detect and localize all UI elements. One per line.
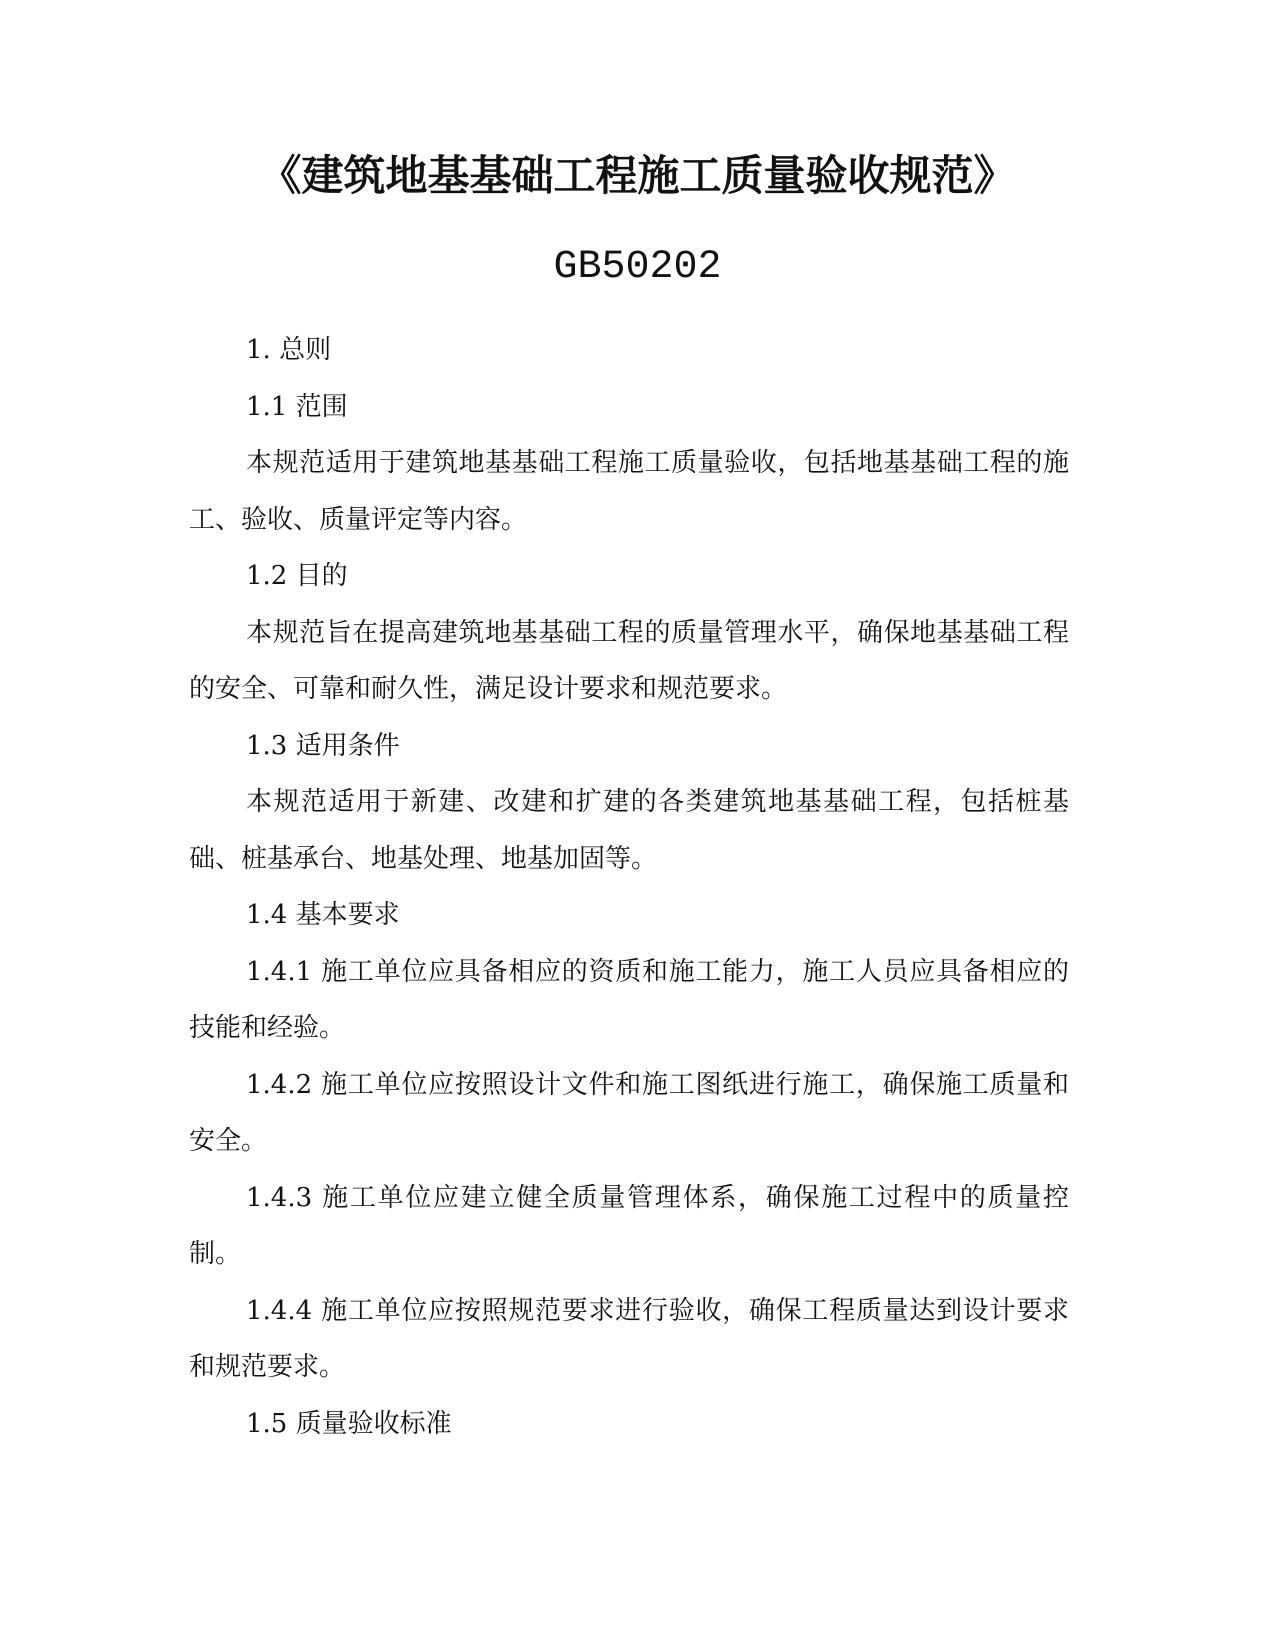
document-body: [189, 322, 1069, 1452]
section-heading-1-2: 1.2 目的: [246, 561, 348, 591]
paragraph-conditions: 本规范适用于新建、改建和扩建的各类建筑地基基础工程，包括桩基础、桩基承台、地基处理、地基加固等。: [189, 787, 1069, 874]
clause-1-4-2: 1.4.2 施工单位应按照设计文件和施工图纸进行施工，确保施工质量和安全。: [189, 1069, 1069, 1156]
section-heading-1-1: 1.1 范围: [246, 391, 348, 422]
document-title: 《建筑地基基础工程施工质量验收规范》: [259, 151, 1016, 200]
section-heading-1-4: 1.4 基本要求: [246, 900, 400, 930]
section-heading-1-3: 1.3 适用条件: [246, 730, 400, 761]
section-heading-1-5: 1.5 质量验收标准: [246, 1408, 452, 1439]
paragraph-purpose: 本规范旨在提高建筑地基基础工程的质量管理水平，确保地基基础工程的安全、可靠和耐久性，满足设计要求和规范要求。: [189, 617, 1069, 704]
standard-code: GB50202: [553, 245, 722, 290]
clause-1-4-1: 1.4.1 施工单位应具备相应的资质和施工能力，施工人员应具备相应的技能和经验。: [189, 956, 1069, 1043]
clause-1-4-3: 1.4.3 施工单位应建立健全质量管理体系，确保施工过程中的质量控制。: [189, 1182, 1069, 1269]
section-heading-1: 1. 总则: [246, 335, 332, 365]
clause-1-4-4: 1.4.4 施工单位应按照规范要求进行验收，确保工程质量达到设计要求和规范要求。: [189, 1295, 1069, 1382]
paragraph-scope: 本规范适用于建筑地基基础工程施工质量验收，包括地基基础工程的施工、验收、质量评定等内容。: [189, 448, 1069, 535]
